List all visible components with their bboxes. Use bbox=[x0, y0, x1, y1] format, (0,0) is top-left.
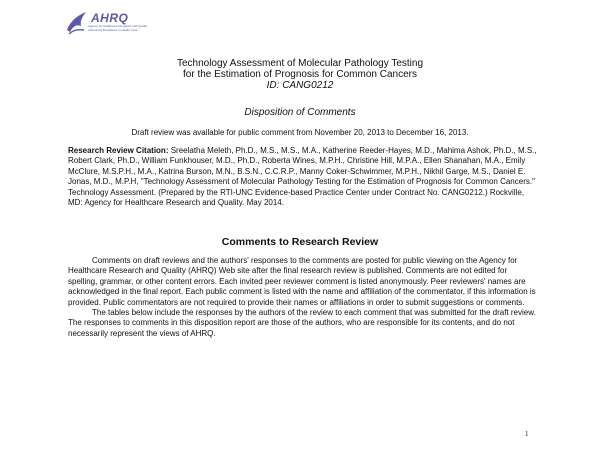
citation-text: Sreelatha Meleth, Ph.D., M.S., M.S., M.A., Katherine Reeder-Hayes, M.D., Mahima Ashok, Ph.D., M.S., Robert Clark, Ph.D., William Funkhouser, M.D., Ph.D., Roberta Wines, M.P.H., Christine Hill, M.P.A., Ellen Shanahan, M.A., Emily McClure, M.S.P.H., M.A., Katrina Burson, M.N., B.S.N., C.C.R.P., Manny Coker-Schwimmer, M.P.H., Nikhil Garge, M.S., Daniel E. Jonas, M.D., M.P.H, "Technology Assessment of Molecular Pathology Testing for the Estimation of Prognosis for Common Cancers." Technology Assessment. (Prepared by the RTI-UNC Evidence-based Practice Center under Contract No. CANG0212.) Rockville, MD: Agency for Healthcare Research and Quality. May 2014. bbox=[68, 146, 537, 208]
section-heading: Comments to Research Review bbox=[221, 236, 379, 248]
citation-label: Research Review Citation: bbox=[68, 146, 169, 155]
logo-wordmark: AHRQ bbox=[91, 11, 129, 25]
document-subtitle: Disposition of Comments bbox=[244, 107, 356, 118]
ahrq-logo bbox=[64, 8, 148, 42]
research-review-citation bbox=[68, 146, 538, 208]
body-paragraph-2: The tables below include the responses by the authors of the review to each comment that was submitted for the draft review. The responses to comments in this disposition report are those of the authors, who are responsible for its contents, and do not necessarily represent the views of AHRQ. bbox=[68, 308, 536, 338]
logo-subtitle: Agency for Healthcare Research and Quality Advancing Excellence in Health Care bbox=[88, 24, 148, 32]
document-title bbox=[0, 58, 600, 91]
comments-body bbox=[68, 256, 538, 339]
hhs-eagle-icon bbox=[64, 8, 90, 38]
title-line-1: Technology Assessment of Molecular Pathology Testing bbox=[176, 58, 424, 69]
draft-review-note: Draft review was available for public comment from November 20, 2013 to December 16, 2013. bbox=[131, 128, 469, 137]
page-number: 1 bbox=[525, 430, 529, 438]
title-line-2: for the Estimation of Prognosis for Common Cancers bbox=[183, 69, 417, 80]
body-paragraph-1: Comments on draft reviews and the authors' responses to the comments are posted for public viewing on the Agency for Healthcare Research and Quality (AHRQ) Web site after the final research review is published. Comments are not edited for spelling, grammar, or other content errors. Each invited peer reviewer comment is listed anonymously. Peer reviewers' names are acknowledged in the final report. Each public comment is listed with the name and affiliation of the commentator, if this information is provided. Public commentators are not required to provide their names or affiliations in order to submit suggestions or comments. bbox=[68, 256, 536, 307]
document-id: ID: CANG0212 bbox=[266, 80, 334, 91]
